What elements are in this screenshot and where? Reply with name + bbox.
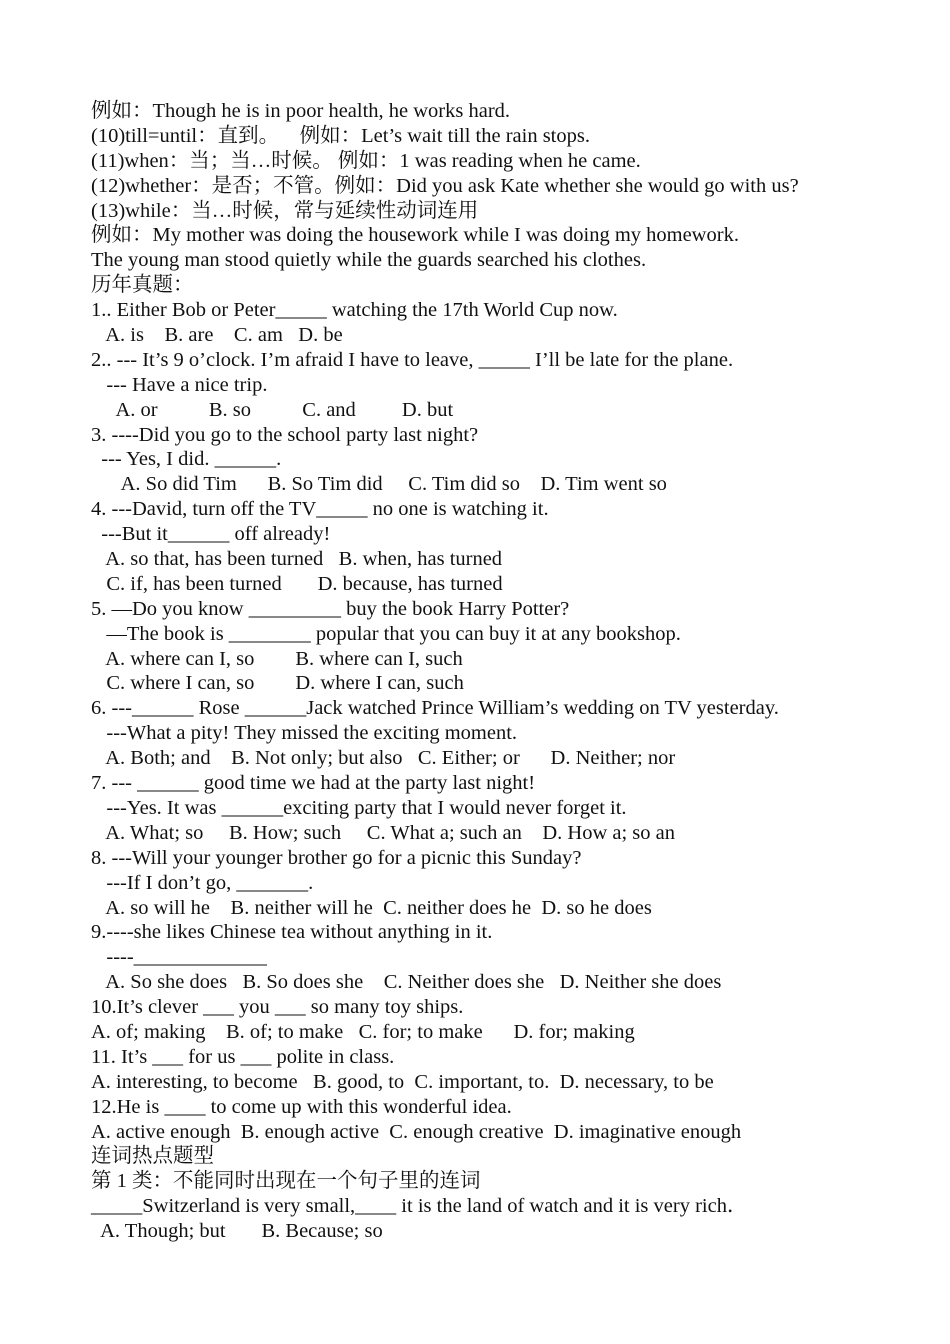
- text-line: 9.----she likes Chinese tea without anything in it.: [91, 921, 493, 944]
- text-line: 5. —Do you know _________ buy the book Harry Potter?: [91, 597, 570, 620]
- text-line: The young man stood quietly while the guards searched his clothes.: [91, 249, 647, 272]
- text-line: A. active enough B. enough active C. enough creative D. imaginative enough: [91, 1120, 742, 1143]
- text-line: A. so will he B. neither will he C. neither does he D. so he does: [91, 896, 652, 919]
- text-line: 4. ---David, turn off the TV_____ no one is watching it.: [91, 498, 549, 521]
- text-line: 7. --- ______ good time we had at the party last night!: [91, 772, 536, 795]
- text-line: A. interesting, to become B. good, to C. important, to. D. necessary, to be: [91, 1070, 714, 1093]
- text-line: _____Switzerland is very small,____ it is the land of watch and it is very rich．: [91, 1195, 748, 1218]
- text-line: A. Though; but B. Because; so: [91, 1220, 383, 1243]
- text-line: A. so that, has been turned B. when, has turned: [91, 548, 503, 571]
- text-line: ---What a pity! They missed the exciting moment.: [91, 722, 518, 745]
- text-line: 6. ---______ Rose ______Jack watched Prince William’s wedding on TV yesterday.: [91, 697, 779, 720]
- text-line: 例如：My mother was doing the housework while I was doing my homework.: [91, 224, 739, 247]
- text-line: 2.. --- It’s 9 o’clock. I’m afraid I have to leave, _____ I’ll be late for the plane.: [91, 348, 734, 371]
- text-line: ---But it______ off already!: [91, 523, 331, 546]
- text-line: A. is B. are C. am D. be: [91, 324, 343, 347]
- text-line: 3. ----Did you go to the school party last night?: [91, 423, 479, 446]
- text-line: (12)whether：是否；不管。例如：Did you ask Kate whether she would go with us?: [91, 174, 799, 197]
- text-line: C. if, has been turned D. because, has turned: [91, 572, 503, 595]
- text-line: 1.. Either Bob or Peter_____ watching the 17th World Cup now.: [91, 299, 618, 322]
- text-line: ---Yes. It was ______exciting party that I would never forget it.: [91, 796, 627, 819]
- text-line: A. Both; and B. Not only; but also C. Either; or D. Neither; nor: [91, 747, 676, 770]
- text-line: 8. ---Will your younger brother go for a picnic this Sunday?: [91, 846, 582, 869]
- text-line: A. So she does B. So does she C. Neither does she D. Neither she does: [91, 971, 722, 994]
- text-line: A. of; making B. of; to make C. for; to make D. for; making: [91, 1020, 635, 1043]
- text-line: (13)while：当…时候，常与延续性动词连用: [91, 199, 479, 222]
- text-line: 第 1 类：不能同时出现在一个句子里的连词: [91, 1170, 481, 1193]
- text-line: ---If I don’t go, _______.: [91, 871, 314, 894]
- text-line: A. where can I, so B. where can I, such: [91, 647, 463, 670]
- document-page: [91, 99, 911, 1244]
- text-line: --- Have a nice trip.: [91, 373, 268, 396]
- text-line: 历年真题：: [91, 274, 194, 297]
- text-line: A. or B. so C. and D. but: [91, 398, 454, 421]
- text-line: (10)till=until：直到。 例如：Let’s wait till the rain stops.: [91, 124, 590, 147]
- text-line: A. What; so B. How; such C. What a; such an D. How a; so an: [91, 821, 675, 844]
- text-line: --- Yes, I did. ______.: [91, 448, 282, 471]
- text-line: 11. It’s ___ for us ___ polite in class.: [91, 1045, 395, 1068]
- text-line: (11)when：当；当…时候。 例如：1 was reading when he came.: [91, 149, 641, 172]
- text-line: 12.He is ____ to come up with this wonderful idea.: [91, 1095, 512, 1118]
- text-line: C. where I can, so D. where I can, such: [91, 672, 464, 695]
- text-line: —The book is ________ popular that you can buy it at any bookshop.: [91, 622, 681, 645]
- text-line: 例如：Though he is in poor health, he works hard.: [91, 100, 511, 122]
- text-line: 连词热点题型: [91, 1145, 214, 1168]
- text-line: A. So did Tim B. So Tim did C. Tim did so D. Tim went so: [91, 473, 667, 496]
- text-line: 10.It’s clever ___ you ___ so many toy ships.: [91, 996, 464, 1019]
- text-line: ----_____________: [91, 946, 267, 969]
